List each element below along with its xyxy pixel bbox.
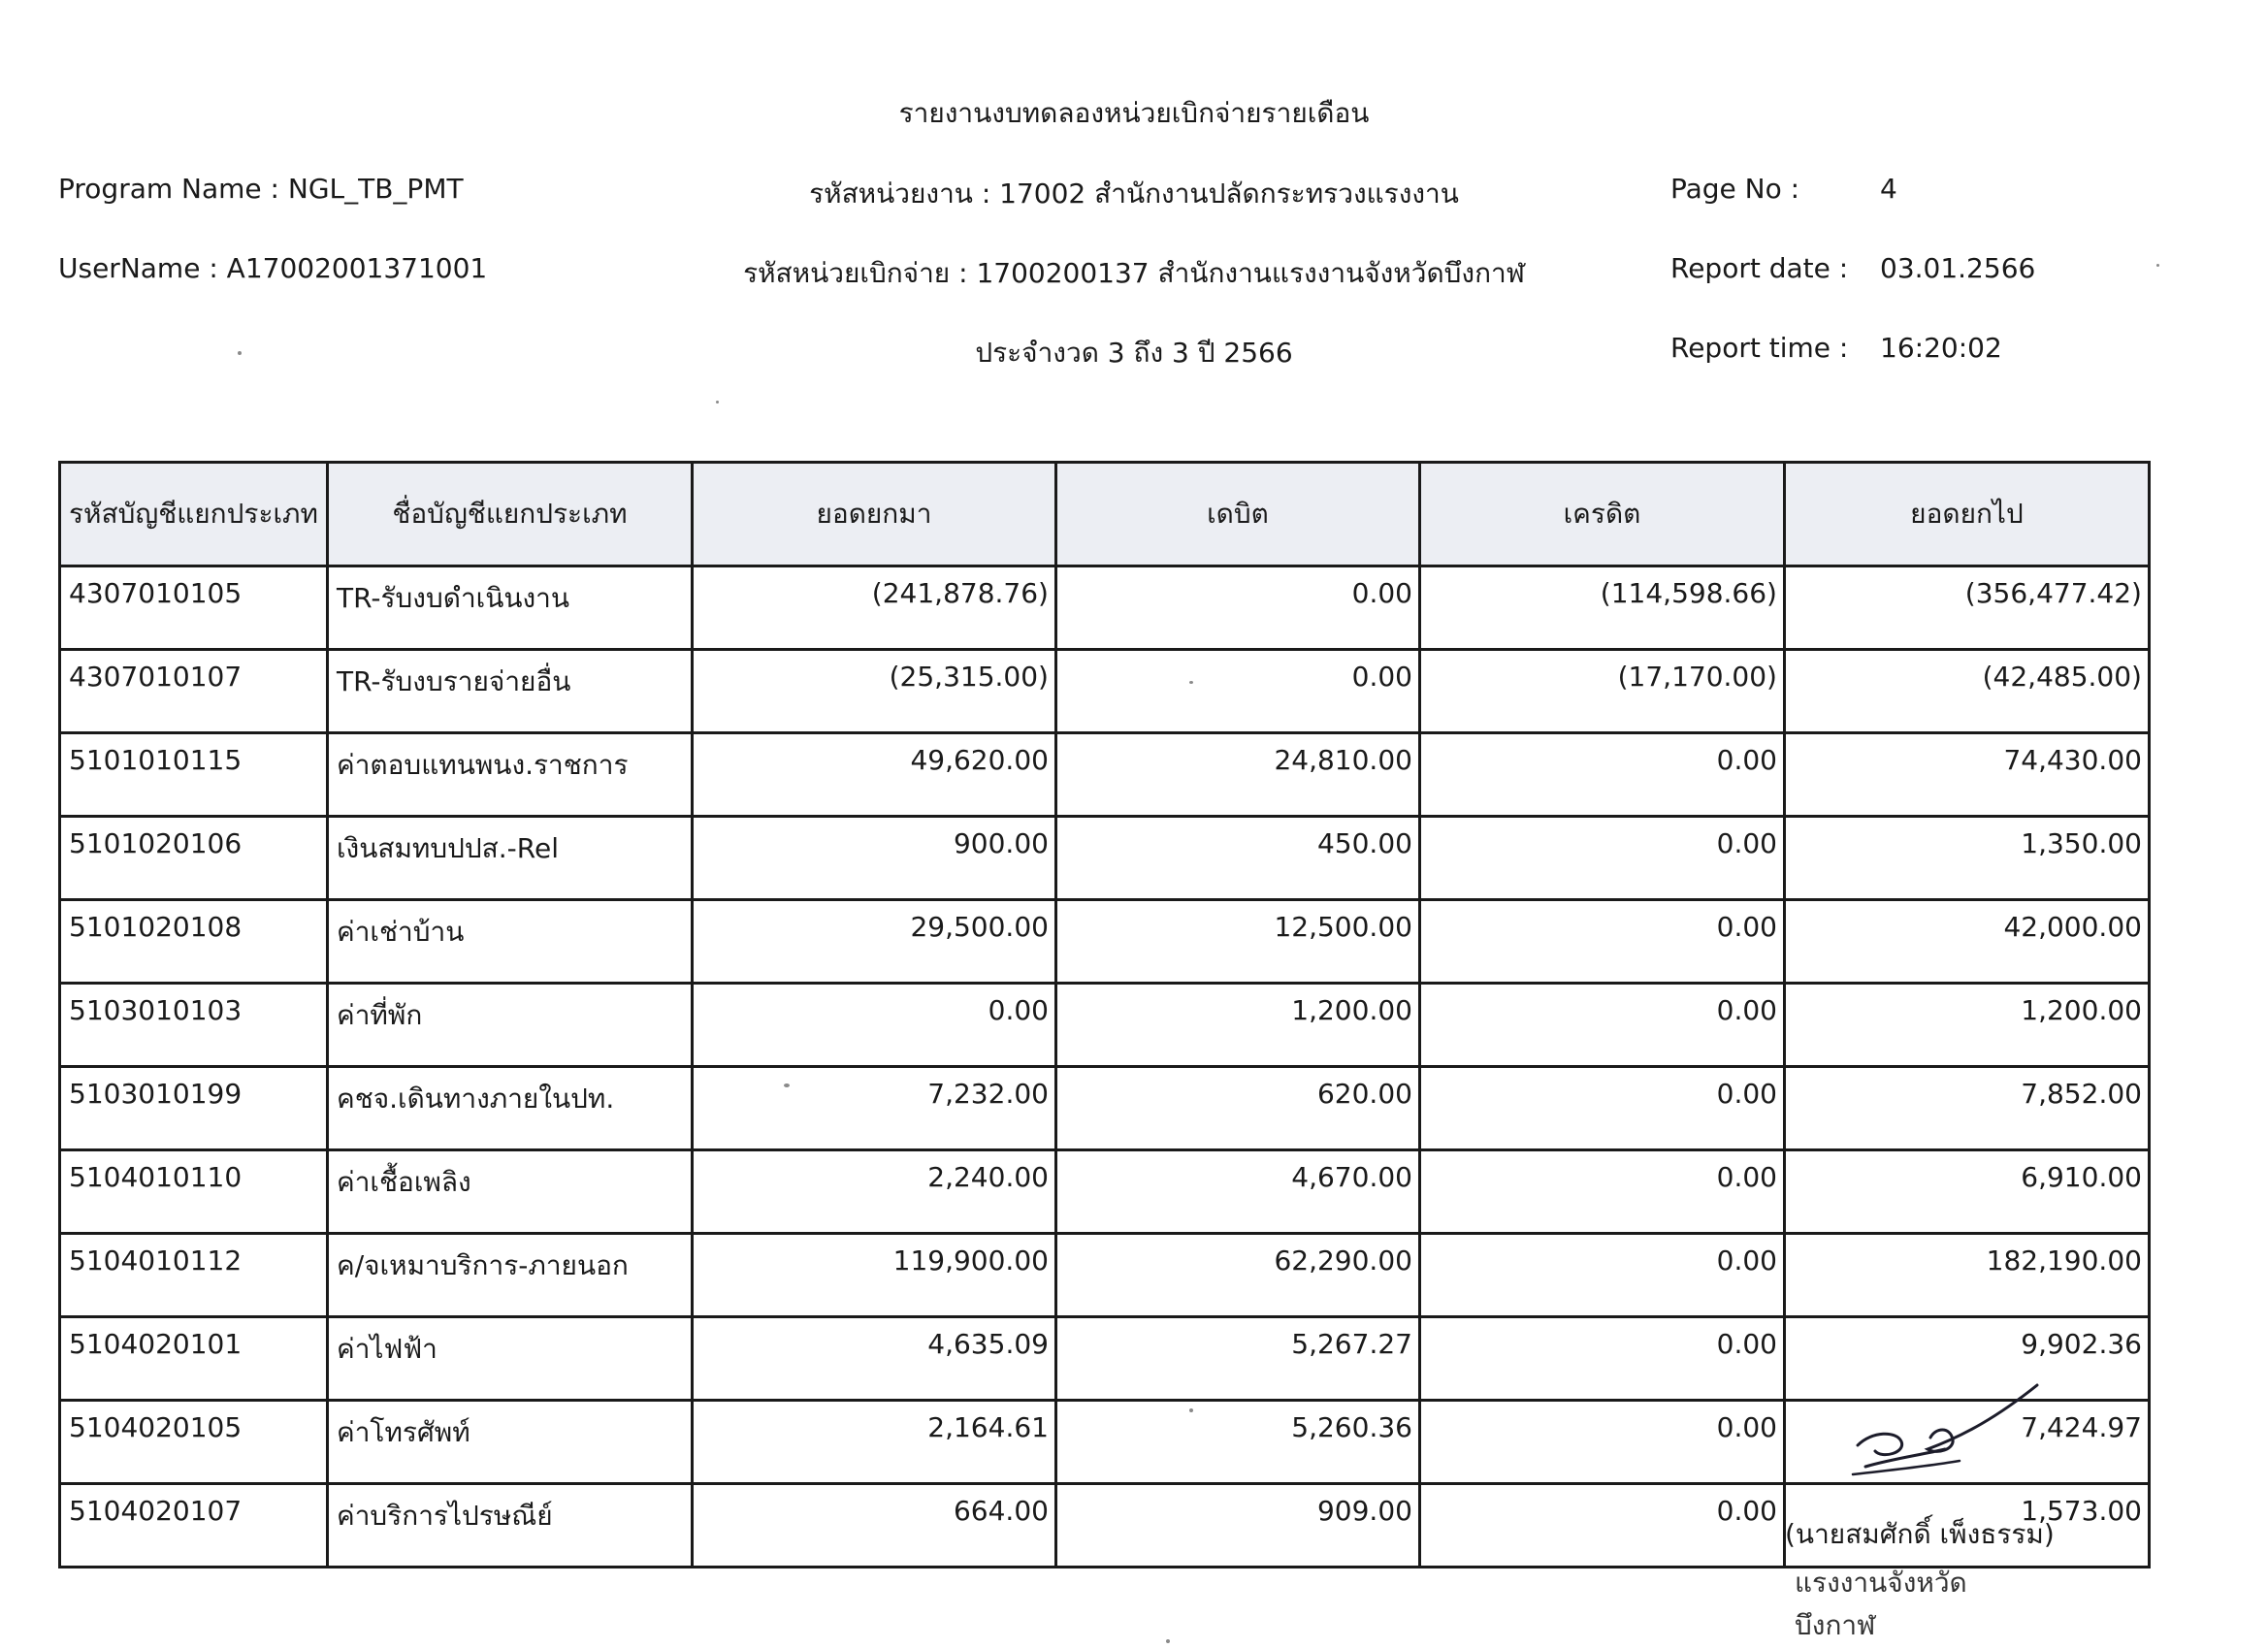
period-line: ประจำงวด 3 ถึง 3 ปี 2566 [975,337,1293,369]
cell-debit: 450.00 [1055,817,1419,900]
disbursement-unit-line: รหัสหน่วยเบิกจ่าย : 1700200137 สำนักงานแรงงานจังหวัดบึงกาฬ [743,257,1525,289]
cell-debit: 4,670.00 [1055,1150,1419,1234]
cell-debit: 620.00 [1055,1067,1419,1150]
scan-speck [1189,681,1193,684]
cell-carried-forward: 1,200.00 [1784,984,2149,1067]
cell-carried-forward: 7,424.97 [1784,1401,2149,1484]
cell-debit: 62,290.00 [1055,1234,1419,1317]
table-header-row [60,463,2150,566]
cell-brought-forward: 900.00 [692,817,1055,900]
page-no-label: Page No : [1670,173,1800,205]
cell-account-code: 5101020106 [60,817,328,900]
cell-account-name: ค่าบริการไปรษณีย์ [327,1484,692,1568]
cell-credit: 0.00 [1419,817,1784,900]
cell-account-name: ค/จเหมาบริการ-ภายนอก [327,1234,692,1317]
cell-account-code: 5101010115 [60,733,328,817]
header-brought-forward: ยอดยกมา [692,463,1055,566]
signer-title: แรงงานจังหวัดบึงกาฬ [1795,1567,1967,1641]
cell-credit: 0.00 [1419,1067,1784,1150]
cell-brought-forward: (25,315.00) [692,650,1055,733]
cell-carried-forward: 9,902.36 [1784,1317,2149,1401]
cell-account-name: คชจ.เดินทางภายในปท. [327,1067,692,1150]
scan-speck [716,401,719,404]
cell-brought-forward: 49,620.00 [692,733,1055,817]
cell-brought-forward: (241,878.76) [692,566,1055,650]
report-time-label: Report time : [1670,332,1849,364]
cell-debit: 1,200.00 [1055,984,1419,1067]
cell-account-name: ค่าที่พัก [327,984,692,1067]
table-row [60,733,2150,817]
trial-balance-table [58,461,2151,1568]
cell-debit: 24,810.00 [1055,733,1419,817]
cell-carried-forward: 182,190.00 [1784,1234,2149,1317]
program-name: Program Name : NGL_TB_PMT [58,173,464,205]
report-date-value: 03.01.2566 [1880,252,2036,284]
cell-brought-forward: 4,635.09 [692,1317,1055,1401]
table-row [60,650,2150,733]
cell-credit: 0.00 [1419,900,1784,984]
cell-brought-forward: 119,900.00 [692,1234,1055,1317]
handwritten-signature [1838,1377,2042,1494]
table-row [60,1317,2150,1401]
cell-account-code: 4307010105 [60,566,328,650]
cell-account-name: TR-รับงบดำเนินงาน [327,566,692,650]
cell-account-code: 5104020101 [60,1317,328,1401]
cell-credit: 0.00 [1419,1317,1784,1401]
cell-debit: 0.00 [1055,566,1419,650]
scan-speck [1189,1408,1193,1412]
page-no-value: 4 [1880,173,1897,205]
report-date-label: Report date : [1670,252,1849,284]
header-debit: เดบิต [1055,463,1419,566]
cell-credit: 0.00 [1419,1150,1784,1234]
cell-account-code: 5104020107 [60,1484,328,1568]
cell-account-name: ค่าไฟฟ้า [327,1317,692,1401]
cell-account-name: ค่าเช่าบ้าน [327,900,692,984]
cell-credit: (114,598.66) [1419,566,1784,650]
header-carried-forward: ยอดยกไป [1784,463,2149,566]
table-row [60,1401,2150,1484]
cell-account-name: ค่าโทรศัพท์ [327,1401,692,1484]
cell-credit: 0.00 [1419,984,1784,1067]
header-account-name: ชื่อบัญชีแยกประเภท [327,463,692,566]
cell-account-name: ค่าตอบแทนพนง.ราชการ [327,733,692,817]
scan-speck [1166,1639,1170,1643]
table-row [60,817,2150,900]
cell-credit: 0.00 [1419,733,1784,817]
report-title: รายงานงบทดลองหน่วยเบิกจ่ายรายเดือน [898,97,1370,129]
cell-carried-forward: 1,350.00 [1784,817,2149,900]
cell-debit: 0.00 [1055,650,1419,733]
cell-brought-forward: 29,500.00 [692,900,1055,984]
cell-credit: (17,170.00) [1419,650,1784,733]
cell-carried-forward: 6,910.00 [1784,1150,2149,1234]
cell-debit: 12,500.00 [1055,900,1419,984]
cell-brought-forward: 7,232.00 [692,1067,1055,1150]
cell-brought-forward: 2,240.00 [692,1150,1055,1234]
cell-carried-forward: 1,573.00 [1784,1484,2149,1568]
table-row [60,1067,2150,1150]
table-row [60,984,2150,1067]
cell-credit: 0.00 [1419,1234,1784,1317]
cell-account-name: เงินสมทบปปส.-Rel [327,817,692,900]
cell-credit: 0.00 [1419,1484,1784,1568]
username: UserName : A17002001371001 [58,252,488,284]
cell-account-code: 5103010199 [60,1067,328,1150]
cell-debit: 5,267.27 [1055,1317,1419,1401]
cell-carried-forward: 74,430.00 [1784,733,2149,817]
cell-account-code: 5104010110 [60,1150,328,1234]
table-row [60,1234,2150,1317]
signer-name: (นายสมศักดิ์ เพ็งธรรม) [1785,1518,2055,1550]
cell-account-code: 5101020108 [60,900,328,984]
cell-carried-forward: 7,852.00 [1784,1067,2149,1150]
cell-carried-forward: (356,477.42) [1784,566,2149,650]
cell-account-code: 5104010112 [60,1234,328,1317]
report-time-value: 16:20:02 [1880,332,2002,364]
cell-brought-forward: 0.00 [692,984,1055,1067]
department-line: รหัสหน่วยงาน : 17002 สำนักงานปลัดกระทรวงแรงงาน [809,178,1459,210]
scan-speck [784,1083,790,1087]
cell-credit: 0.00 [1419,1401,1784,1484]
header-account-code: รหัสบัญชีแยกประเภท [60,463,328,566]
cell-debit: 909.00 [1055,1484,1419,1568]
cell-carried-forward: (42,485.00) [1784,650,2149,733]
table-row [60,1150,2150,1234]
cell-brought-forward: 2,164.61 [692,1401,1055,1484]
cell-debit: 5,260.36 [1055,1401,1419,1484]
scan-speck [238,351,242,355]
scan-speck [2156,264,2159,267]
cell-brought-forward: 664.00 [692,1484,1055,1568]
cell-account-code: 5104020105 [60,1401,328,1484]
table-row [60,900,2150,984]
cell-account-name: ค่าเชื้อเพลิง [327,1150,692,1234]
table-row [60,566,2150,650]
header-credit: เครดิต [1419,463,1784,566]
cell-carried-forward: 42,000.00 [1784,900,2149,984]
cell-account-code: 4307010107 [60,650,328,733]
cell-account-name: TR-รับงบรายจ่ายอื่น [327,650,692,733]
cell-account-code: 5103010103 [60,984,328,1067]
